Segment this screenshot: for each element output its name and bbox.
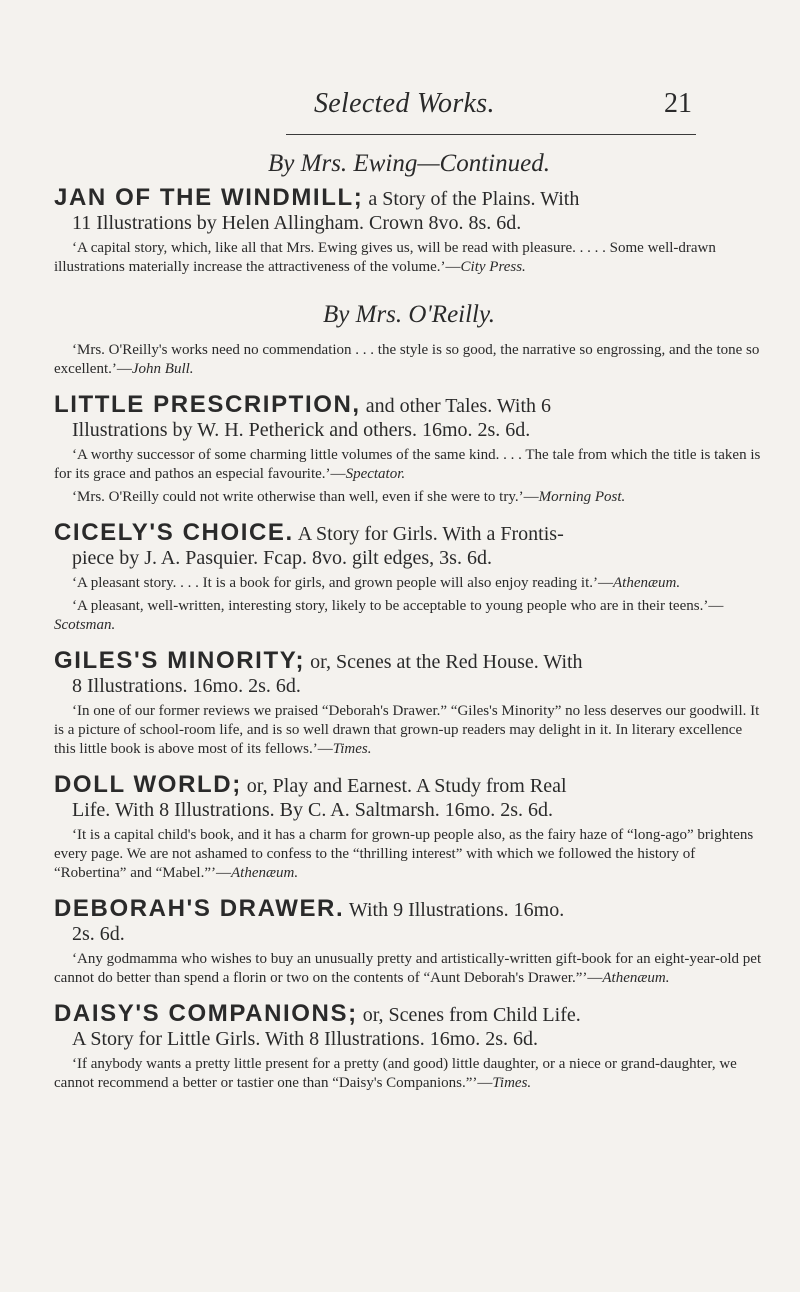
book-details: piece by J. A. Pasquier. Fcap. 8vo. gilt edges, 3s. 6d. — [72, 547, 492, 569]
book-entry — [54, 521, 764, 635]
review-text: ‘A worthy successor of some charming little volumes of the same kind. . . . The tale from which the title is taken is for its grace and pathos an especial favourite.’— — [54, 447, 761, 482]
book-details: Life. With 8 Illustrations. By C. A. Saltmarsh. 16mo. 2s. 6d. — [72, 799, 554, 821]
entry-heading — [54, 649, 764, 698]
book-title: DOLL WORLD; — [54, 771, 242, 798]
entry-heading — [54, 773, 764, 822]
review-quote — [54, 826, 764, 883]
review-source: John Bull. — [131, 361, 194, 377]
book-entry — [54, 393, 764, 507]
review-source: City Press. — [460, 259, 526, 275]
review-text: ‘A pleasant story. . . . It is a book for girls, and grown people will also enjoy reading it.’— — [72, 575, 614, 591]
review-quote — [54, 702, 764, 759]
review-source: Athenæum. — [613, 575, 681, 591]
review-text: ‘A pleasant, well-written, interesting story, likely to be acceptable to young people who are in their teens.’— — [72, 598, 724, 614]
book-subtitle: With 9 Illustrations. 16mo. — [344, 899, 565, 921]
entry-heading — [54, 521, 764, 570]
book-subtitle: or, Play and Earnest. A Study from Real — [241, 775, 567, 797]
review-quote — [54, 574, 764, 593]
book-details: A Story for Little Girls. With 8 Illustrations. 16mo. 2s. 6d. — [72, 1028, 539, 1050]
entry-heading — [54, 393, 764, 442]
review-quote — [54, 239, 764, 277]
review-quote — [54, 488, 764, 507]
review-source: Athenæum. — [602, 970, 670, 986]
review-quote — [54, 950, 764, 988]
book-details: Illustrations by W. H. Petherick and others. 16mo. 2s. 6d. — [72, 419, 531, 441]
review-text: ‘A capital story, which, like all that Mrs. Ewing gives us, will be read with pleasure. . . . . Some well-drawn illustrations materially increase the attractiveness of the volume.’— — [54, 240, 716, 275]
review-quote — [54, 597, 764, 635]
author-review — [54, 341, 764, 379]
book-entry — [54, 897, 764, 988]
running-header — [286, 78, 696, 135]
book-details: 2s. 6d. — [72, 923, 125, 945]
entry-heading — [54, 186, 764, 235]
page-content — [54, 150, 764, 1107]
book-title: GILES'S MINORITY; — [54, 647, 306, 674]
review-quote — [54, 1055, 764, 1093]
page-number: 21 — [664, 88, 692, 119]
review-source: Spectator. — [345, 466, 406, 482]
entry-heading — [54, 897, 764, 946]
review-source: Times. — [332, 741, 372, 757]
book-details: 8 Illustrations. 16mo. 2s. 6d. — [72, 675, 301, 697]
book-title: DEBORAH'S DRAWER. — [54, 895, 345, 922]
author-byline: By Mrs. Ewing—Continued. — [268, 150, 550, 177]
book-subtitle: A Story for Girls. With a Frontis- — [293, 523, 564, 545]
review-text: ‘Mrs. O'Reilly could not write otherwise than well, even if she were to try.’— — [72, 489, 539, 505]
book-subtitle: and other Tales. With 6 — [360, 395, 552, 417]
review-text: ‘It is a capital child's book, and it has a charm for grown-up people also, as the fairy haze of “long-ago” brightens every page. We are not ashamed to confess to the “thrilling interest” with which we followed the history of “Robertina” and “Mabel.”’— — [54, 827, 754, 881]
review-text: ‘In one of our former reviews we praised “Deborah's Drawer.” “Giles's Minority” no less deserves our goodwill. It is a picture of school-room life, and is so well drawn that grown-up readers may delight in it. In literary excellence this little book is above most of its fellows.’— — [54, 703, 760, 757]
book-details: 11 Illustrations by Helen Allingham. Crown 8vo. 8s. 6d. — [72, 212, 522, 234]
review-text: ‘Mrs. O'Reilly's works need no commendation . . . the style is so good, the narrative so engrossing, and the tone so excellent.’— — [54, 342, 760, 377]
book-entry — [54, 1002, 764, 1093]
running-title: Selected Works. — [314, 88, 495, 119]
author-byline: By Mrs. O'Reilly. — [323, 301, 495, 328]
book-title: LITTLE PRESCRIPTION, — [54, 391, 361, 418]
review-source: Times. — [492, 1075, 532, 1091]
book-entry — [54, 186, 764, 277]
book-title: JAN OF THE WINDMILL; — [54, 184, 364, 211]
book-entry — [54, 649, 764, 759]
review-text: ‘If anybody wants a pretty little present for a pretty (and good) little daughter, or a niece or grand-daughter, we cannot recommend a better or tastier one than “Daisy's Companions.”’— — [54, 1056, 737, 1091]
review-source: Morning Post. — [538, 489, 626, 505]
review-source: Scotsman. — [54, 617, 116, 633]
book-subtitle: or, Scenes at the Red House. With — [305, 651, 583, 673]
review-quote — [54, 446, 764, 484]
book-title: DAISY'S COMPANIONS; — [54, 1000, 358, 1027]
book-title: CICELY'S CHOICE. — [54, 519, 294, 546]
entry-heading — [54, 1002, 764, 1051]
book-subtitle: or, Scenes from Child Life. — [357, 1004, 581, 1026]
book-subtitle: a Story of the Plains. With — [363, 188, 580, 210]
review-text: ‘Any godmamma who wishes to buy an unusually pretty and artistically-written gift-book for an eight-year-old pet cannot do better than spend a florin or two on the contents of “Aunt Deborah's Drawer.”’— — [54, 951, 762, 986]
review-source: Athenæum. — [231, 865, 299, 881]
book-entry — [54, 773, 764, 883]
